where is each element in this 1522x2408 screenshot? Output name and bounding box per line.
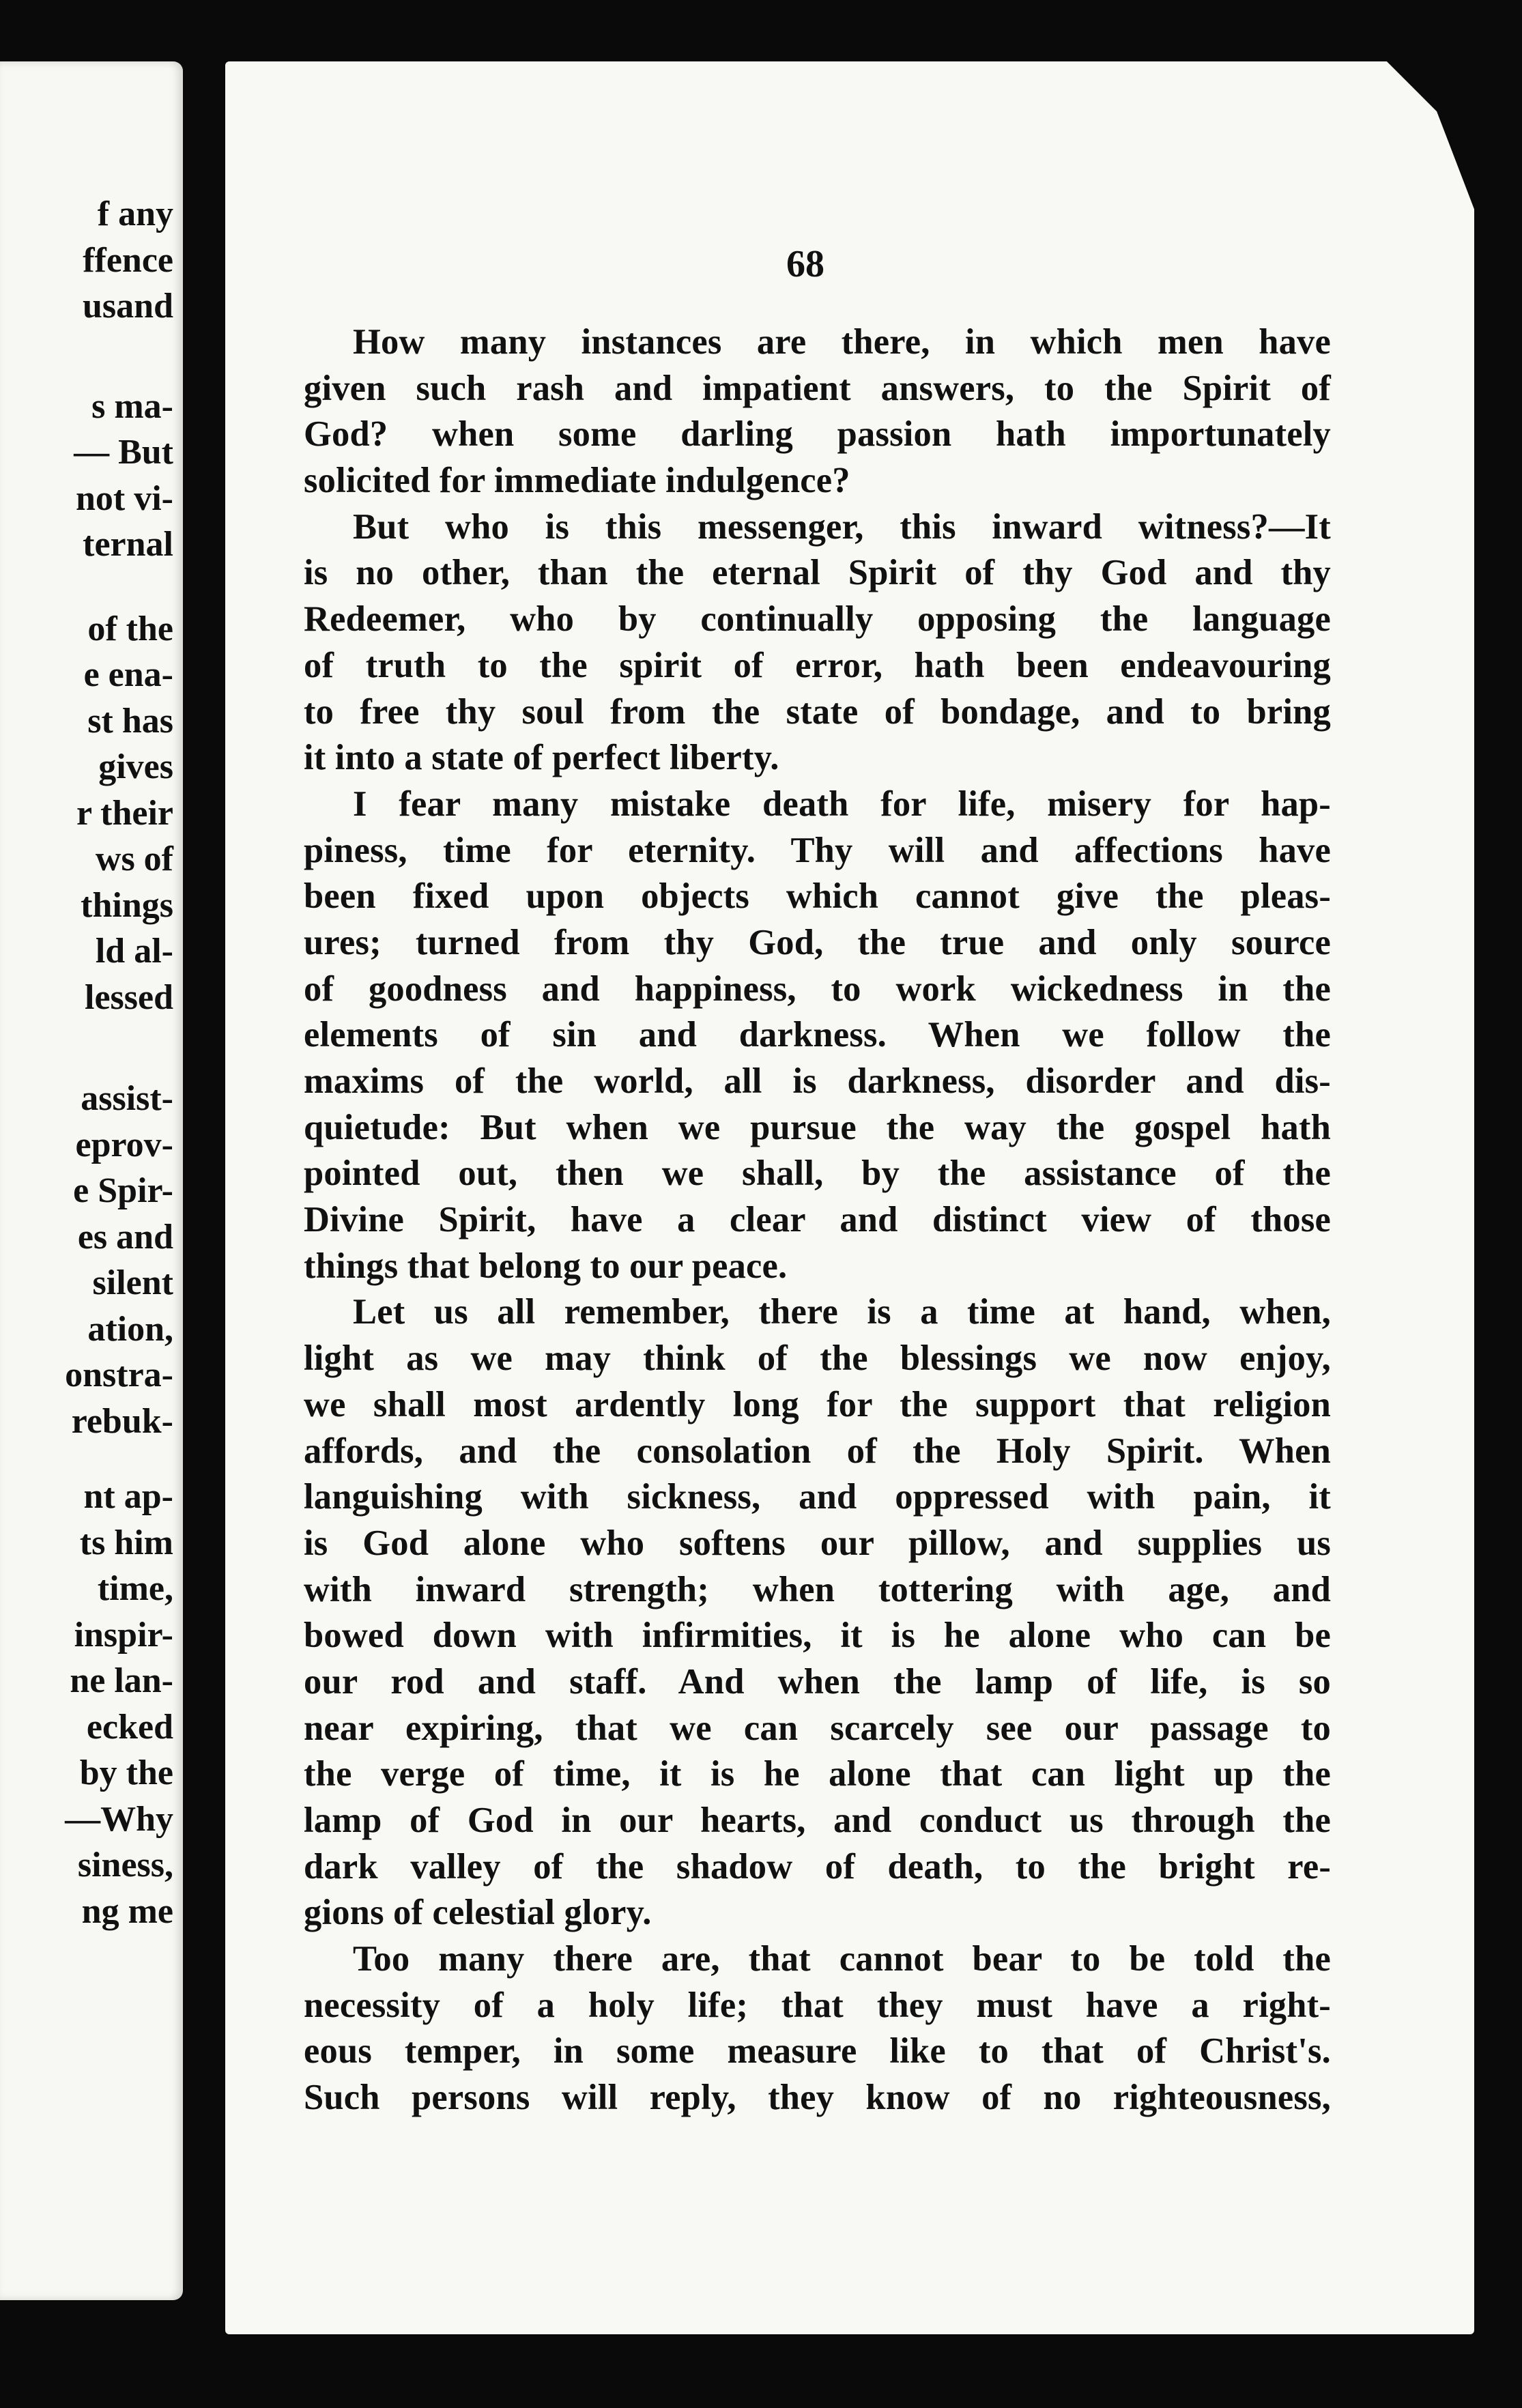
text-line: solicited for immediate indulgence?	[304, 461, 850, 501]
left-page-line: ng me	[81, 1891, 173, 1931]
text-line: eous temper, in some measure like to that of Christ's.	[304, 2031, 1331, 2072]
left-page-line: rebuk-	[71, 1401, 173, 1441]
left-page-line: ecked	[86, 1707, 173, 1747]
text-line: quietude: But when we pursue the way the gospel hath	[304, 1107, 1331, 1147]
text-line: dark valley of the shadow of death, to the bright re-	[304, 1846, 1331, 1887]
text-line: of truth to the spirit of error, hath been endeavouring	[304, 645, 1331, 685]
text-line: gions of celestial glory.	[304, 1893, 652, 1933]
left-page-line: siness,	[77, 1846, 173, 1884]
left-page-line: ffence	[83, 240, 173, 280]
left-page-line: inspir-	[74, 1615, 173, 1654]
text-line: maxims of the world, all is darkness, disorder and dis-	[304, 1061, 1331, 1101]
left-page-line: e ena-	[83, 655, 173, 695]
text-line: I fear many mistake death for life, misery for hap-	[353, 784, 1331, 824]
left-page-line: of the	[87, 609, 173, 648]
text-line: Divine Spirit, have a clear and distinct view of those	[304, 1200, 1331, 1240]
text-line: pointed out, then we shall, by the assistance of the	[304, 1153, 1331, 1194]
left-page-line: not vi-	[76, 478, 173, 518]
text-line: to free thy soul from the state of bondage, and to bring	[304, 691, 1331, 732]
text-line: things that belong to our peace.	[304, 1246, 788, 1286]
left-page-line: r their	[76, 793, 173, 833]
left-page-line: ws of	[95, 840, 173, 879]
left-page-line: ts him	[79, 1523, 173, 1562]
text-line: it into a state of perfect liberty.	[304, 738, 779, 778]
text-line: the verge of time, it is he alone that can light up the	[304, 1754, 1331, 1794]
text-line: God? when some darling passion hath importunately	[304, 414, 1331, 455]
text-line: Redeemer, who by continually opposing the language	[304, 599, 1331, 640]
left-page-line: by the	[79, 1753, 173, 1792]
text-line: with inward strength; when tottering with age, and	[304, 1569, 1331, 1609]
left-page-line: usand	[83, 287, 173, 326]
left-page-line: ne lan-	[70, 1661, 173, 1700]
text-line: is no other, than the eternal Spirit of thy God and thy	[304, 553, 1331, 593]
left-page-line: ation,	[87, 1309, 173, 1349]
left-page-line: nt ap-	[83, 1477, 173, 1516]
text-line: Let us all remember, there is a time at hand, when,	[353, 1292, 1331, 1332]
text-line: lamp of God in our hearts, and conduct us through the	[304, 1801, 1331, 1840]
left-page-line: time,	[97, 1569, 173, 1608]
left-page-line: —Why	[65, 1799, 173, 1839]
text-line: ures; turned from thy God, the true and only source	[304, 922, 1331, 962]
text-line: of goodness and happiness, to work wickedness in the	[304, 969, 1331, 1009]
text-line: But who is this messenger, this inward witness?—It	[353, 506, 1331, 547]
text-line: Such persons will reply, they know of no righteousness,	[304, 2078, 1331, 2118]
left-page-line: lessed	[85, 977, 173, 1017]
left-page-line: assist-	[81, 1079, 173, 1119]
text-line: is God alone who softens our pillow, and supplies us	[304, 1523, 1331, 1563]
text-line: languishing with sickness, and oppressed with pain, it	[304, 1477, 1331, 1517]
left-page-line: eprov-	[75, 1125, 173, 1164]
left-page-line: silent	[92, 1263, 173, 1303]
left-page-line: es and	[77, 1217, 173, 1257]
text-line: necessity of a holy life; that they must have a right-	[304, 1985, 1331, 2025]
text-line: piness, time for eternity. Thy will and affections have	[304, 830, 1331, 870]
left-page-line: — But	[74, 433, 173, 472]
left-page-line: onstra-	[65, 1356, 173, 1395]
left-page-line: s ma-	[91, 386, 173, 426]
left-page-fragment	[0, 61, 183, 2300]
text-line: Too many there are, that cannot bear to be told the	[353, 1939, 1331, 1979]
left-page-line: st has	[87, 701, 173, 741]
text-line: been fixed upon objects which cannot give the pleas-	[304, 876, 1331, 917]
text-line: near expiring, that we can scarcely see our passage to	[304, 1708, 1331, 1748]
text-line: bowed down with infirmities, it is he alone who can be	[304, 1616, 1331, 1656]
left-page-line: things	[81, 885, 173, 925]
text-line: How many instances are there, in which men have	[353, 322, 1331, 362]
left-page-line: e Spir-	[73, 1171, 173, 1211]
text-line: elements of sin and darkness. When we follow the	[304, 1015, 1331, 1055]
left-page-line: ternal	[83, 525, 173, 564]
text-line: affords, and the consolation of the Holy Spirit. When	[304, 1431, 1331, 1471]
left-page-line: gives	[98, 747, 173, 787]
page-number: 68	[786, 243, 824, 285]
left-page-line: ld al-	[95, 932, 173, 971]
page-body-text	[304, 319, 1331, 2121]
text-line: given such rash and impatient answers, to the Spirit of	[304, 368, 1331, 408]
text-line: light as we may think of the blessings we now enjoy,	[304, 1338, 1331, 1379]
text-line: our rod and staff. And when the lamp of life, is so	[304, 1661, 1331, 1702]
text-line: we shall most ardently long for the support that religion	[304, 1384, 1331, 1424]
left-page-line: f any	[97, 195, 173, 234]
